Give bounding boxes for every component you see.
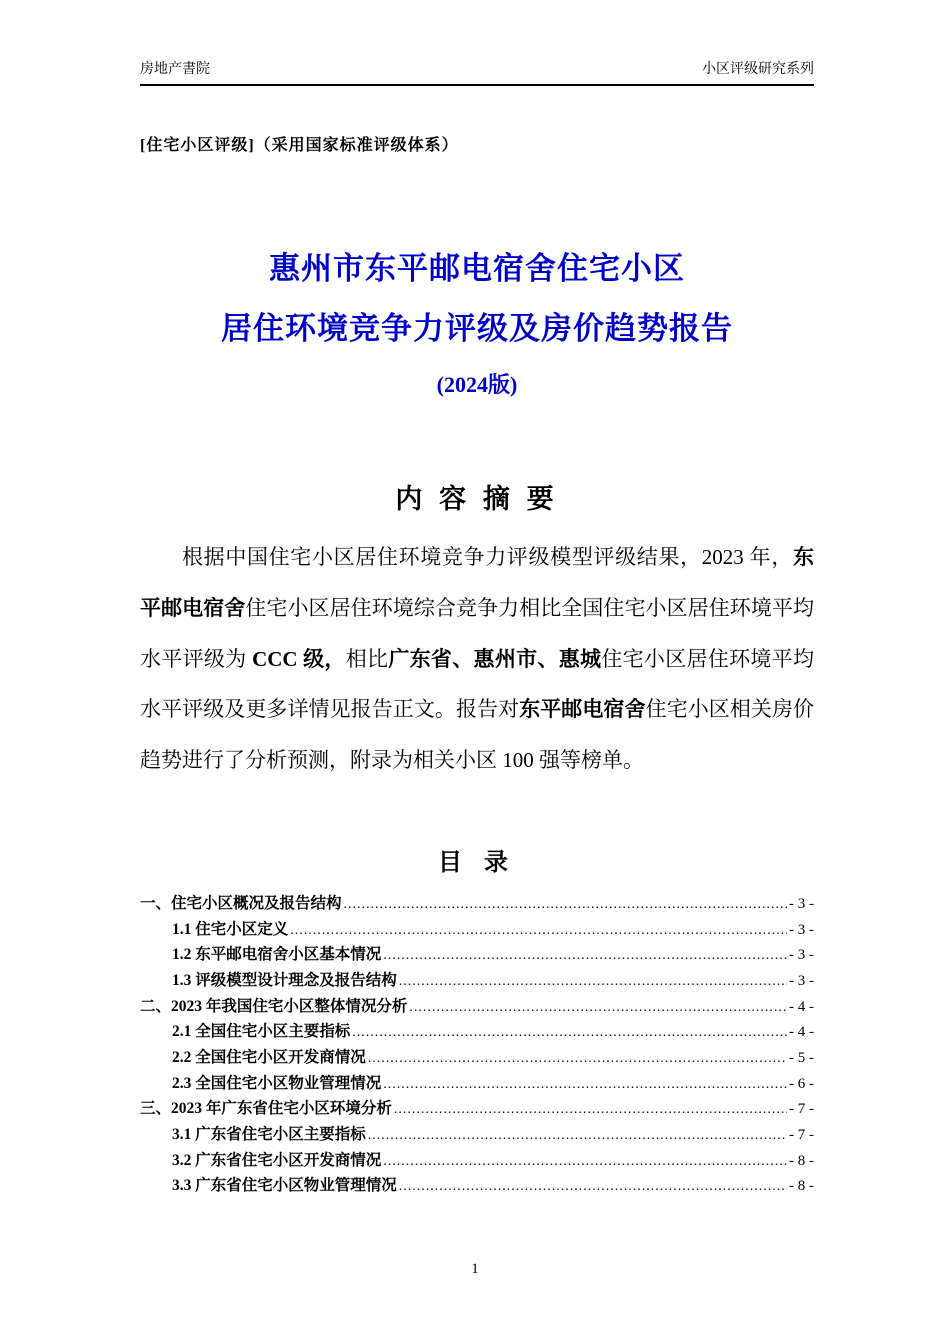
toc-entry-label: 3.2 广东省住宅小区开发商情况 xyxy=(172,1151,382,1169)
toc-entry-label: 2.2 全国住宅小区开发商情况 xyxy=(172,1048,366,1066)
toc-dot-leader xyxy=(383,1074,787,1097)
page-header xyxy=(140,58,814,86)
toc-entry-page: - 5 - xyxy=(789,1049,814,1066)
toc-entry xyxy=(140,942,814,968)
toc-entry-label: 一、住宅小区概况及报告结构 xyxy=(140,894,342,912)
toc-entry xyxy=(140,891,814,917)
toc-entry-page: - 4 - xyxy=(789,998,814,1015)
emphasized-text: CCC 级， xyxy=(252,646,346,671)
toc-entry xyxy=(140,1071,814,1097)
body-text: 住宅小区居住环境平均水平评级及更多详情见报告正文。报告对 xyxy=(140,646,815,722)
report-title-line1: 惠州市东平邮电宿舍住宅小区 xyxy=(269,251,685,286)
toc-entry-label: 二、2023 年我国住宅小区整体情况分析 xyxy=(140,997,408,1015)
toc-dot-leader xyxy=(290,920,787,943)
report-title-line2: 居住环境竞争力评级及房价趋势报告 xyxy=(221,311,733,347)
toc-entry-page: - 8 - xyxy=(789,1178,814,1195)
toc-entry xyxy=(140,994,814,1020)
toc-entry-label: 3.1 广东省住宅小区主要指标 xyxy=(172,1125,366,1143)
toc-dot-leader xyxy=(344,894,787,917)
report-title-block xyxy=(140,239,814,399)
page-number: 1 xyxy=(471,1261,479,1277)
toc-entry-label: 3.3 广东省住宅小区物业管理情况 xyxy=(172,1177,397,1195)
toc-entry-label: 三、2023 年广东省住宅小区环境分析 xyxy=(140,1100,392,1118)
toc-dot-leader xyxy=(383,945,787,968)
toc-entry-page: - 7 - xyxy=(789,1126,814,1143)
toc-entry-page: - 6 - xyxy=(789,1075,814,1092)
toc-dot-leader xyxy=(368,1048,787,1071)
toc-entry-page: - 3 - xyxy=(789,972,814,989)
header-right-text: 小区评级研究系列 xyxy=(702,62,814,77)
toc-entry-label: 2.1 全国住宅小区主要指标 xyxy=(172,1023,351,1041)
toc-dot-leader xyxy=(352,1022,787,1045)
toc-entry-page: - 4 - xyxy=(789,1024,814,1041)
toc-entry-page: - 3 - xyxy=(789,921,814,938)
body-text: 住宅小区居住环境综合竞争力相比全国住宅小区居住环境平均水平评级为 xyxy=(140,595,815,671)
toc-entry xyxy=(140,917,814,943)
toc-dot-leader xyxy=(368,1125,787,1148)
toc-dot-leader xyxy=(399,971,787,994)
emphasized-text: 东平邮电宿舍 xyxy=(140,544,814,620)
body-text: 住宅小区相关房价趋势进行了分析预测，附录为相关小区 100 强等榜单。 xyxy=(140,697,815,773)
toc-entry xyxy=(140,1045,814,1071)
toc-entry-page: - 3 - xyxy=(789,895,814,912)
toc-entry xyxy=(140,1096,814,1122)
toc-entry xyxy=(140,1122,814,1148)
toc-entry-label: 1.3 评级模型设计理念及报告结构 xyxy=(172,971,397,989)
toc-entry xyxy=(140,968,814,994)
toc-dot-leader xyxy=(394,1099,787,1122)
header-left-text: 房地产書院 xyxy=(140,62,210,77)
body-text: 相比 xyxy=(345,646,389,671)
toc-dot-leader xyxy=(409,997,787,1020)
toc-entry xyxy=(140,1173,814,1199)
toc-dot-leader xyxy=(383,1151,787,1174)
toc-entry xyxy=(140,1019,814,1045)
table-of-contents xyxy=(140,891,814,1199)
emphasized-text: 广东省、惠州市、惠城 xyxy=(388,646,602,671)
toc-entry-page: - 3 - xyxy=(789,947,814,964)
report-edition: (2024版) xyxy=(436,371,518,397)
toc-entry-page: - 7 - xyxy=(789,1101,814,1118)
rating-system-note: [住宅小区评级]（采用国家标准评级体系） xyxy=(140,137,459,154)
toc-heading: 目 录 xyxy=(438,849,516,876)
toc-dot-leader xyxy=(399,1176,787,1199)
toc-entry-label: 1.2 东平邮电宿舍小区基本情况 xyxy=(172,946,382,964)
toc-entry-label: 1.1 住宅小区定义 xyxy=(172,920,289,938)
body-text: 根据中国住宅小区居住环境竞争力评级模型评级结果，2023 年， xyxy=(182,544,793,569)
toc-entry xyxy=(140,1148,814,1174)
emphasized-text: 东平邮电宿舍 xyxy=(519,697,646,722)
toc-entry-page: - 8 - xyxy=(789,1152,814,1169)
summary-paragraph xyxy=(140,532,814,786)
summary-heading: 内 容 摘 要 xyxy=(395,483,559,514)
toc-entry-label: 2.3 全国住宅小区物业管理情况 xyxy=(172,1074,382,1092)
